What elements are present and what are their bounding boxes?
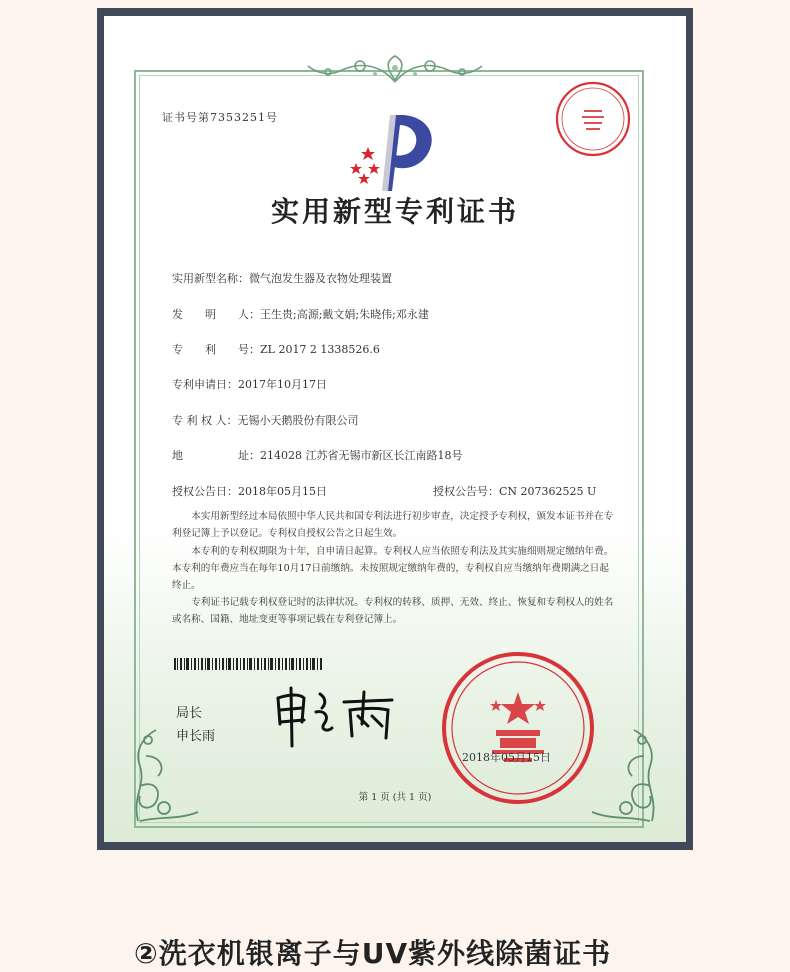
field-label: 发 明 人：	[172, 308, 260, 321]
certificate-paragraph: 专利证书记载专利权登记时的法律状况。专利权的转移、质押、无效、终止、恢复和专利权人的姓名或名称、国籍、地址变更等事项记载在专利登记簿上。	[172, 597, 614, 625]
field-value: 微气泡发生器及衣物处理装置	[249, 272, 392, 285]
top-ornament	[300, 52, 490, 86]
field-value: CN 207362525 U	[499, 485, 597, 498]
field-label: 专利申请日：	[172, 378, 238, 391]
field-announcement-number	[433, 483, 596, 499]
field-application-date	[172, 376, 327, 392]
field-value: 2018年05月15日	[238, 485, 327, 498]
certificate-paper	[104, 16, 686, 842]
field-label: 专 利 号：	[172, 343, 260, 356]
patent-office-logo-icon	[344, 111, 436, 193]
national-seal	[440, 650, 596, 806]
director-name: 申长雨	[176, 729, 216, 744]
director-title: 局长	[176, 706, 203, 721]
small-red-seal	[554, 80, 632, 158]
field-label: 地 址：	[172, 449, 260, 462]
section-caption: ②洗衣机银离子与UV紫外线除菌证书	[134, 937, 612, 970]
field-inventors	[172, 306, 429, 322]
field-label: 专 利 权 人：	[172, 414, 238, 427]
barcode	[174, 658, 324, 670]
bottom-right-ornament	[584, 716, 664, 826]
field-value: 214028 江苏省无锡市新区长江南路18号	[260, 449, 463, 462]
page-number: 第 1 页 (共 1 页)	[358, 792, 432, 803]
field-value: ZL 2017 2 1338526.6	[260, 343, 380, 356]
field-patent-number	[172, 341, 380, 357]
field-value: 2017年10月17日	[238, 378, 327, 391]
field-label: 实用新型名称：	[172, 272, 249, 285]
seal-date: 2018年05月15日	[462, 751, 551, 764]
certificate-title: 实用新型专利证书	[270, 195, 519, 228]
certificate-number: 证书号第7353251号	[162, 111, 278, 124]
field-label: 授权公告号：	[433, 485, 499, 498]
certificate-paragraph: 本专利的专利权期限为十年，自申请日起算。专利权人应当依照专利法及其实施细则规定缴纳年费。本专利的年费应当在每年10月17日前缴纳。未按照规定缴纳年费的，专利权自应当缴纳年费期满之日起终止。	[172, 546, 614, 591]
field-address	[172, 447, 462, 463]
field-label: 授权公告日：	[172, 485, 238, 498]
field-value: 无锡小天鹅股份有限公司	[237, 414, 359, 427]
director-signature	[272, 684, 402, 748]
field-grant-date	[172, 483, 327, 499]
certificate-paragraph: 本实用新型经过本局依照中华人民共和国专利法进行初步审查，决定授予专利权，颁发本证书并在专利登记簿上予以登记。专利权自授权公告之日起生效。	[172, 511, 614, 539]
field-utility-name	[172, 270, 392, 286]
field-value: 王生贵;高源;戴文娟;朱晓伟;邓永建	[260, 308, 429, 321]
field-patentee	[172, 412, 359, 428]
